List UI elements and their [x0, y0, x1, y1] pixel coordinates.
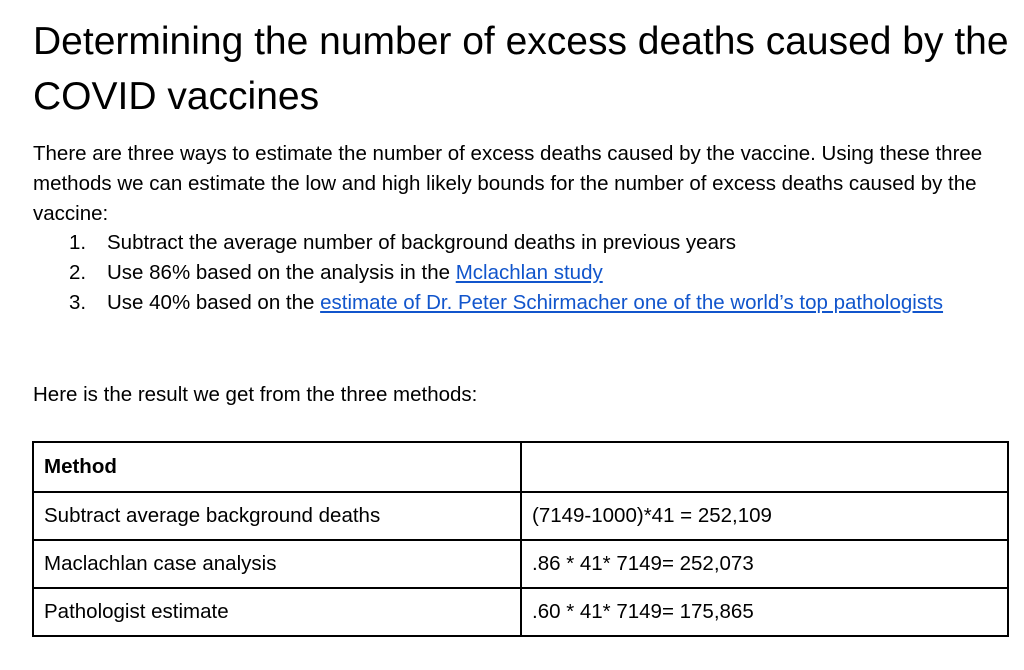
list-item: [33, 288, 1008, 318]
schirmacher-estimate-link[interactable]: estimate of Dr. Peter Schirmacher one of the world’s top pathologists: [320, 291, 944, 314]
list-item-text: Use 40% based on the: [107, 291, 321, 314]
document-title: Determining the number of excess deaths caused by the COVID vaccines: [33, 20, 1009, 118]
table-header-result: [521, 442, 1008, 492]
table-row: [33, 540, 1008, 588]
table-cell-result: (7149-1000)*41 = 252,109: [521, 492, 1008, 540]
list-number: 2.: [69, 261, 87, 284]
list-item-text: Use 86% based on the analysis in the: [107, 261, 456, 284]
table-header-method: Method: [33, 442, 521, 492]
table-cell-result: .60 * 41* 7149= 175,865: [521, 588, 1008, 636]
results-table: [32, 441, 1009, 637]
result-intro: Here is the result we get from the three methods:: [33, 383, 478, 406]
table-cell-method: Maclachlan case analysis: [33, 540, 521, 588]
list-item: [33, 228, 1008, 258]
table-cell-method: Pathologist estimate: [33, 588, 521, 636]
mclachlan-study-link[interactable]: Mclachlan study: [455, 261, 603, 284]
intro-paragraph: There are three ways to estimate the number of excess deaths caused by the vaccine. Using these three methods we can estimate the low and high likely bounds for the number of excess deaths caused by the vaccine:: [33, 142, 983, 225]
list-number: 3.: [69, 291, 87, 314]
methods-list: [33, 228, 1008, 318]
table-cell-method: Subtract average background deaths: [33, 492, 521, 540]
list-item-text: Subtract the average number of background deaths in previous years: [107, 231, 737, 254]
list-number: 1.: [69, 231, 87, 254]
table-header-row: [33, 442, 1008, 492]
table-row: [33, 588, 1008, 636]
list-item: [33, 258, 1008, 288]
table-row: [33, 492, 1008, 540]
table-cell-result: .86 * 41* 7149= 252,073: [521, 540, 1008, 588]
